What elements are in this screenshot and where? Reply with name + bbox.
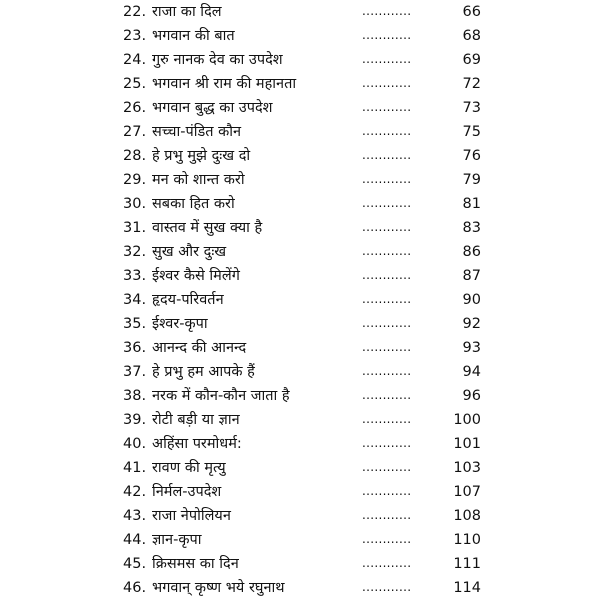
entry-title: सच्चा-पंडित कौन	[152, 124, 242, 140]
entry-number: 35.	[123, 316, 147, 332]
entry-number: 45.	[123, 556, 147, 572]
entry-page-number: 103	[453, 460, 481, 476]
entry-page-number: 83	[462, 220, 481, 236]
toc-entry	[0, 168, 600, 192]
entry-page-number: 101	[453, 436, 481, 452]
entry-number: 38.	[123, 388, 147, 404]
entry-page-number: 66	[462, 4, 481, 20]
toc-entry	[0, 408, 600, 432]
entry-title: ज्ञान-कृपा	[152, 532, 202, 548]
toc-entry	[0, 528, 600, 552]
toc-entry	[0, 456, 600, 480]
entry-title: राजा का दिल	[152, 4, 222, 20]
dot-leader: ............	[362, 28, 412, 42]
dot-leader: ............	[362, 436, 412, 450]
entry-page-number: 69	[462, 52, 481, 68]
entry-page-number: 81	[462, 196, 481, 212]
dot-leader: ............	[362, 364, 412, 378]
entry-page-number: 107	[453, 484, 481, 500]
dot-leader: ............	[362, 388, 412, 402]
dot-leader: ............	[362, 532, 412, 546]
entry-title: हृदय-परिवर्तन	[152, 292, 224, 308]
entry-title: हे प्रभु हम आपके हैं	[152, 364, 255, 380]
entry-number: 26.	[123, 100, 147, 116]
entry-number: 24.	[123, 52, 147, 68]
dot-leader: ............	[362, 196, 412, 210]
dot-leader: ............	[362, 52, 412, 66]
toc-entry	[0, 336, 600, 360]
toc-entry	[0, 312, 600, 336]
entry-number: 41.	[123, 460, 147, 476]
entry-title: ईश्वर-कृपा	[152, 316, 208, 332]
entry-title: निर्मल-उपदेश	[152, 484, 222, 500]
entry-page-number: 79	[462, 172, 481, 188]
dot-leader: ............	[362, 484, 412, 498]
entry-number: 37.	[123, 364, 147, 380]
entry-page-number: 96	[462, 388, 481, 404]
entry-page-number: 92	[462, 316, 481, 332]
toc-entry	[0, 24, 600, 48]
entry-number: 31.	[123, 220, 147, 236]
entry-number: 33.	[123, 268, 147, 284]
toc-entry	[0, 552, 600, 576]
dot-leader: ............	[362, 100, 412, 114]
toc-entry	[0, 480, 600, 504]
entry-page-number: 93	[462, 340, 481, 356]
dot-leader: ............	[362, 124, 412, 138]
entry-page-number: 90	[462, 292, 481, 308]
entry-title: हे प्रभु मुझे दुःख दो	[152, 148, 251, 164]
entry-page-number: 76	[462, 148, 481, 164]
entry-number: 28.	[123, 148, 147, 164]
entry-title: भगवान श्री राम की महानता	[152, 76, 297, 92]
entry-number: 40.	[123, 436, 147, 452]
entry-number: 29.	[123, 172, 147, 188]
dot-leader: ............	[362, 244, 412, 258]
entry-title: नरक में कौन-कौन जाता है	[152, 388, 290, 404]
entry-number: 42.	[123, 484, 147, 500]
dot-leader: ............	[362, 316, 412, 330]
entry-title: वास्तव में सुख क्या है	[152, 220, 263, 236]
dot-leader: ............	[362, 460, 412, 474]
entry-page-number: 86	[462, 244, 481, 260]
toc-entry	[0, 216, 600, 240]
toc-entry	[0, 384, 600, 408]
entry-title: भगवान बुद्ध का उपदेश	[152, 100, 273, 116]
entry-number: 36.	[123, 340, 147, 356]
entry-number: 44.	[123, 532, 147, 548]
dot-leader: ............	[362, 292, 412, 306]
entry-title: अहिंसा परमोधर्म:	[152, 436, 242, 452]
dot-leader: ............	[362, 508, 412, 522]
entry-title: क्रिसमस का दिन	[152, 556, 239, 572]
toc-entry	[0, 504, 600, 528]
entry-page-number: 72	[462, 76, 481, 92]
entry-page-number: 73	[462, 100, 481, 116]
toc-entry	[0, 264, 600, 288]
entry-number: 30.	[123, 196, 147, 212]
toc-entry	[0, 120, 600, 144]
entry-number: 46.	[123, 580, 147, 596]
dot-leader: ............	[362, 340, 412, 354]
toc-entry	[0, 240, 600, 264]
entry-title: राजा नेपोलियन	[152, 508, 231, 524]
entry-title: रोटी बड़ी या ज्ञान	[152, 412, 240, 428]
entry-title: सबका हित करो	[152, 196, 235, 212]
entry-page-number: 111	[453, 556, 481, 572]
entry-number: 27.	[123, 124, 147, 140]
entry-number: 22.	[123, 4, 147, 20]
entry-number: 39.	[123, 412, 147, 428]
toc-entry	[0, 144, 600, 168]
entry-title: सुख और दुःख	[152, 244, 227, 260]
entry-title: गुरु नानक देव का उपदेश	[152, 52, 283, 68]
entry-number: 25.	[123, 76, 147, 92]
entry-number: 23.	[123, 28, 147, 44]
dot-leader: ............	[362, 580, 412, 594]
entry-page-number: 110	[453, 532, 481, 548]
entry-title: रावण की मृत्यु	[152, 460, 226, 476]
entry-number: 43.	[123, 508, 147, 524]
toc-entry	[0, 96, 600, 120]
dot-leader: ............	[362, 220, 412, 234]
toc-entry	[0, 432, 600, 456]
dot-leader: ............	[362, 556, 412, 570]
dot-leader: ............	[362, 412, 412, 426]
entry-title: भगवान की बात	[152, 28, 235, 44]
entry-page-number: 108	[453, 508, 481, 524]
entry-page-number: 75	[462, 124, 481, 140]
entry-title: ईश्वर कैसे मिलेंगे	[152, 268, 240, 284]
toc-entry	[0, 192, 600, 216]
entry-page-number: 94	[462, 364, 481, 380]
entry-title: मन को शान्त करो	[152, 172, 245, 188]
entry-page-number: 114	[453, 580, 481, 596]
toc-entry	[0, 0, 600, 24]
dot-leader: ............	[362, 76, 412, 90]
dot-leader: ............	[362, 268, 412, 282]
entry-title: आनन्द की आनन्द	[152, 340, 247, 356]
entry-number: 32.	[123, 244, 147, 260]
toc-entry	[0, 360, 600, 384]
entry-title: भगवान् कृष्ण भये रघुनाथ	[152, 580, 285, 596]
toc-entry	[0, 72, 600, 96]
toc-entry	[0, 576, 600, 600]
entry-page-number: 87	[462, 268, 481, 284]
entry-page-number: 68	[462, 28, 481, 44]
toc-entry	[0, 288, 600, 312]
dot-leader: ............	[362, 4, 412, 18]
dot-leader: ............	[362, 148, 412, 162]
toc-entry	[0, 48, 600, 72]
entry-number: 34.	[123, 292, 147, 308]
entry-page-number: 100	[453, 412, 481, 428]
dot-leader: ............	[362, 172, 412, 186]
